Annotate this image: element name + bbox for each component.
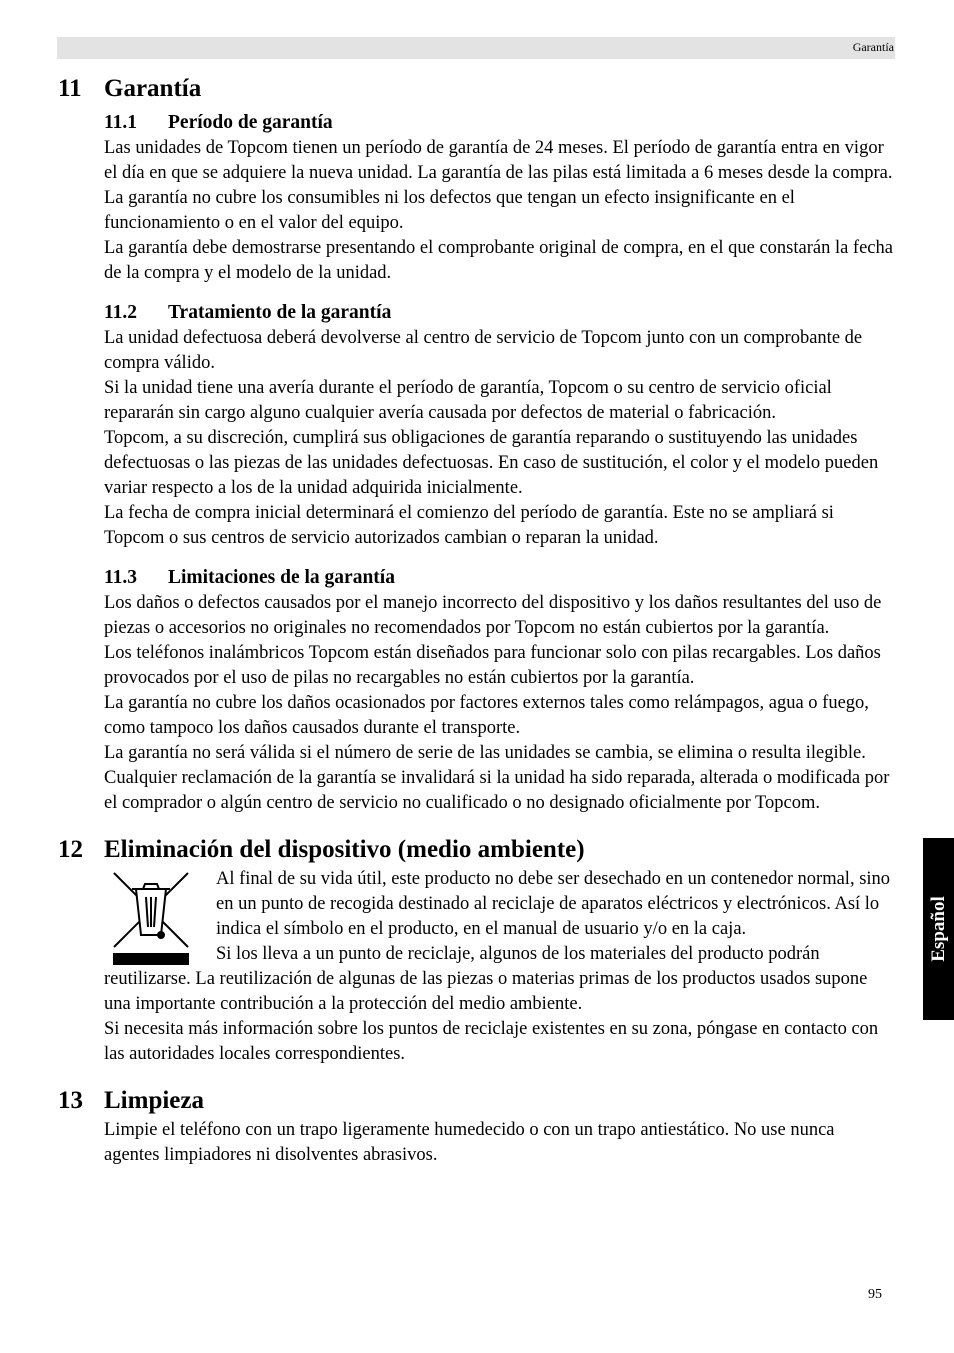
section-12-heading	[58, 833, 894, 867]
subsection-11-2-heading	[58, 299, 894, 326]
subsection-11-1-heading	[58, 109, 894, 136]
section-number: 12	[58, 836, 83, 863]
paragraph: Si necesita más información sobre los puntos de reciclaje existentes en su zona, póngase en contacto con las autoridades locales correspondientes.	[104, 1019, 879, 1064]
section-title: Garantía	[104, 75, 202, 102]
subsection-number: 11.2	[104, 302, 138, 323]
paragraph: Si los lleva a un punto de reciclaje, algunos de los materiales del producto podrán	[216, 944, 820, 964]
subsection-title: Limitaciones de la garantía	[168, 567, 395, 588]
paragraph: Si la unidad tiene una avería durante el período de garantía, Topcom o su centro de servicio oficial repararán sin cargo alguno cualquier avería causada por defectos de material o fabricación.	[104, 378, 832, 423]
paragraph: Topcom, a su discreción, cumplirá sus obligaciones de garantía reparando o sustituyendo las unidades defectuosas o las piezas de las unidades defectuosas. En caso de sustitución, el color y el modelo pueden variar respecto a los de la unidad adquirida inicialmente.	[104, 428, 879, 498]
paragraph: Los teléfonos inalámbricos Topcom están diseñados para funcionar solo con pilas recargables. Los daños provocados por el uso de pilas no recargables no están cubiertos por la garantía.	[104, 643, 881, 688]
paragraph: La garantía debe demostrarse presentando el comprobante original de compra, en el que constarán la fecha de la compra y el modelo de la unidad.	[104, 238, 893, 283]
section-11-heading	[58, 72, 894, 106]
page-number: 95	[868, 1287, 882, 1302]
paragraph: Limpie el teléfono con un trapo ligeramente humedecido o con un trapo antiestático. No use nunca agentes limpiadores ni disolventes abrasivos.	[104, 1120, 835, 1165]
header-section-label: Garantía	[852, 40, 894, 54]
paragraph: La garantía no cubre los daños ocasionados por factores externos tales como relámpagos, agua o fuego, como tampoco los daños causados durante el transporte.	[104, 693, 869, 738]
language-tab	[923, 838, 954, 1020]
language-tab-label: Español	[927, 896, 949, 962]
subsection-title: Período de garantía	[168, 112, 333, 133]
crossed-out-wheelie-bin-icon	[112, 871, 190, 965]
weee-block	[58, 867, 894, 967]
paragraph: Los daños o defectos causados por el manejo incorrecto del dispositivo y los daños resultantes del uso de piezas o accesorios no originales no recomendados por Topcom no están cubiertos por la garantía.	[104, 593, 882, 638]
paragraph: Al final de su vida útil, este producto no debe ser desechado en un contenedor normal, sino en un punto de recogida destinado al reciclaje de aparatos eléctricos y electrónicos. Así lo indica el símbolo en el producto, en el manual de usuario y/o en la caja.	[216, 869, 891, 939]
paragraph: Las unidades de Topcom tienen un período de garantía de 24 meses. El período de garantía entra en vigor el día en que se adquiere la nueva unidad. La garantía de las pilas está limitada a 6 meses desde la compra. La garantía no cubre los consumibles ni los defectos que tengan un efecto insignificante en el funcionamiento o en el valor del equipo.	[104, 138, 893, 233]
page-content	[58, 72, 894, 1168]
paragraph: Cualquier reclamación de la garantía se invalidará si la unidad ha sido reparada, alterada o modificada por el comprador o algún centro de servicio no cualificado o no designado oficialmente por Topcom.	[104, 768, 890, 813]
section-title: Eliminación del dispositivo (medio ambiente)	[104, 836, 585, 863]
section-number: 11	[58, 75, 82, 102]
subsection-number: 11.1	[104, 112, 138, 133]
paragraph: La garantía no será válida si el número de serie de las unidades se cambia, se elimina o resulta ilegible.	[104, 743, 866, 763]
paragraph: La fecha de compra inicial determinará el comienzo del período de garantía. Este no se ampliará si Topcom o sus centros de servicio autorizados cambian o reparan la unidad.	[104, 503, 834, 548]
subsection-title: Tratamiento de la garantía	[168, 302, 392, 323]
paragraph: La unidad defectuosa deberá devolverse al centro de servicio de Topcom junto con un comprobante de compra válido.	[104, 328, 863, 373]
paragraph: reutilizarse. La reutilización de algunas de las piezas o materias primas de los productos usados supone una importante contribución a la protección del medio ambiente.	[104, 969, 868, 1014]
subsection-number: 11.3	[104, 567, 138, 588]
subsection-11-3-heading	[58, 564, 894, 591]
section-number: 13	[58, 1087, 83, 1114]
section-title: Limpieza	[104, 1087, 204, 1114]
header-bar	[57, 37, 895, 59]
section-13-heading	[58, 1084, 894, 1118]
